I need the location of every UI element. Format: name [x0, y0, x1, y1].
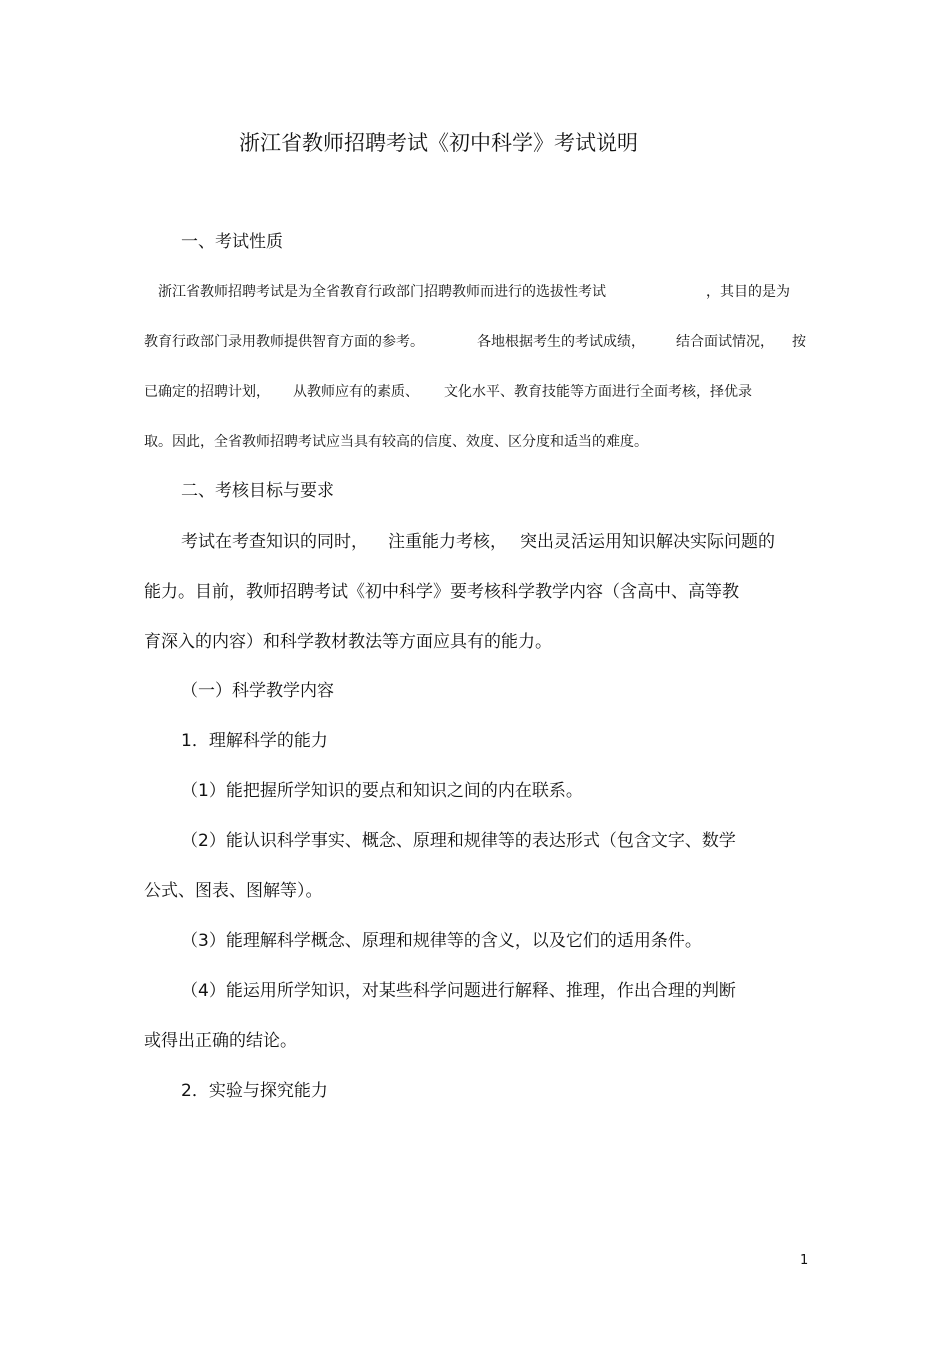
- paragraph-line: 育深入的内容）和科学教材教法等方面应具有的能力。: [144, 632, 552, 652]
- document-title: 浙江省教师招聘考试《初中科学》考试说明: [239, 131, 638, 155]
- paragraph-line: 文化水平、教育技能等方面进行全面考核，择优录: [444, 384, 752, 400]
- paragraph-line: 取。因此，全省教师招聘考试应当具有较高的信度、效度、区分度和适当的难度。: [144, 434, 648, 450]
- paragraph-line: 各地根据考生的考试成绩，: [477, 334, 645, 350]
- paragraph-line: 注重能力考核，: [388, 532, 507, 552]
- section-heading-exam-nature: 一、考试性质: [181, 232, 283, 252]
- paragraph-line: 浙江省教师招聘考试是为全省教育行政部门招聘教师而进行的选拔性考试: [158, 284, 606, 300]
- paragraph-line: 考试在考查知识的同时，: [181, 532, 368, 552]
- subsection-heading: （一）科学教学内容: [181, 681, 334, 701]
- paragraph-line: 突出灵活运用知识解决实际问题的: [520, 532, 775, 552]
- list-item-continuation: 公式、图表、图解等）。: [144, 881, 323, 901]
- item-heading: 1．理解科学的能力: [181, 731, 328, 751]
- paragraph-line: ，其目的是为: [706, 284, 790, 300]
- paragraph-line: 已确定的招聘计划，: [144, 384, 270, 400]
- list-item: （4）能运用所学知识，对某些科学问题进行解释、推理，作出合理的判断: [181, 981, 736, 1001]
- paragraph-line: 教育行政部门录用教师提供智育方面的参考。: [144, 334, 424, 350]
- paragraph-line: 结合面试情况，: [676, 334, 774, 350]
- list-item: （3）能理解科学概念、原理和规律等的含义，以及它们的适用条件。: [181, 931, 702, 951]
- paragraph-line: 按: [792, 334, 806, 350]
- list-item: （2）能认识科学事实、概念、原理和规律等的表达形式（包含文字、数学: [181, 831, 736, 851]
- section-heading-goals: 二、考核目标与要求: [181, 481, 334, 501]
- list-item: （1）能把握所学知识的要点和知识之间的内在联系。: [181, 781, 583, 801]
- page-number: 1: [800, 1253, 809, 1268]
- item-heading: 2．实验与探究能力: [181, 1081, 328, 1101]
- paragraph-line: 从教师应有的素质、: [293, 384, 419, 400]
- paragraph-line: 能力。目前，教师招聘考试《初中科学》要考核科学教学内容（含高中、高等教: [144, 582, 739, 602]
- list-item-continuation: 或得出正确的结论。: [144, 1031, 297, 1051]
